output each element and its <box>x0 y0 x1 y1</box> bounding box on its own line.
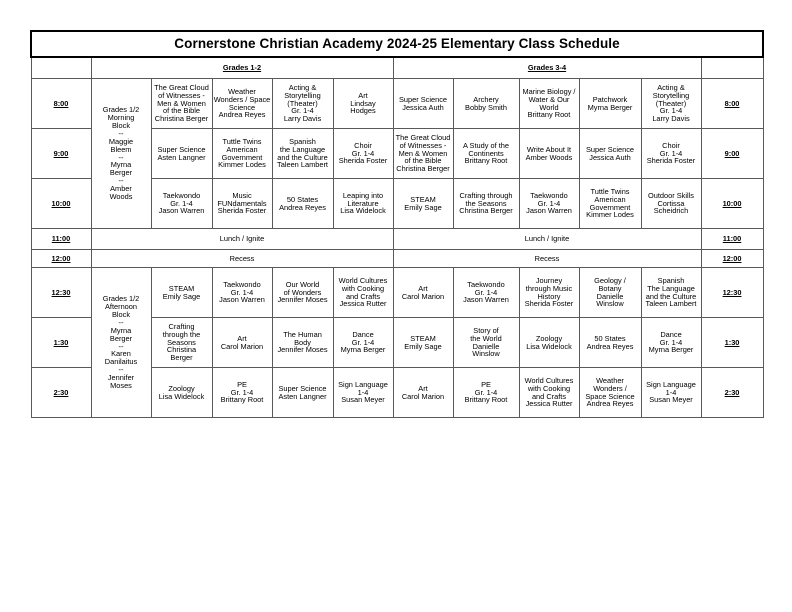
class-cell: Tuttle Twins American Government Kimmer Lodes <box>579 179 641 229</box>
time-label-0230-left: 2:30 <box>31 368 91 418</box>
class-cell: Spanish the Language and the Culture Taleen Lambert <box>272 129 333 179</box>
class-cell: World Cultures with Cooking and Crafts Jessica Rutter <box>333 268 393 318</box>
class-cell: Acting & Storytelling (Theater) Gr. 1-4 Larry Davis <box>641 79 701 129</box>
class-cell: The Great Cloud of Witnesses - Men & Women of the Bible Christina Berger <box>393 129 453 179</box>
class-cell: Zoology Lisa Widelock <box>151 368 212 418</box>
class-cell: Dance Gr. 1-4 Myrna Berger <box>641 318 701 368</box>
class-cell: World Cultures with Cooking and Crafts Jessica Rutter <box>519 368 579 418</box>
class-cell: Super Science Jessica Auth <box>393 79 453 129</box>
time-label-1230-right: 12:30 <box>701 268 763 318</box>
time-label-0800-right: 8:00 <box>701 79 763 129</box>
table-title-row <box>31 31 763 57</box>
class-cell: STEAM Emily Sage <box>393 179 453 229</box>
class-cell: Weather Wonders / Space Science Andrea Reyes <box>579 368 641 418</box>
class-cell: Taekwondo Gr. 1-4 Jason Warren <box>519 179 579 229</box>
class-cell: Tuttle Twins American Government Kimmer Lodes <box>212 129 272 179</box>
class-cell: Choir Gr. 1-4 Sherida Foster <box>333 129 393 179</box>
grade-header-row <box>31 57 763 79</box>
time-label-0230-right: 2:30 <box>701 368 763 418</box>
class-schedule-table <box>30 30 764 418</box>
recess-cell-grades-1-2: Recess <box>91 250 393 268</box>
class-cell: Patchwork Myrna Berger <box>579 79 641 129</box>
class-cell: 50 States Andrea Reyes <box>272 179 333 229</box>
time-label-0130-left: 1:30 <box>31 318 91 368</box>
class-cell: Art Carol Marion <box>393 268 453 318</box>
schedule-row-1100 <box>31 229 763 250</box>
time-label-1100-right: 11:00 <box>701 229 763 250</box>
class-cell: 50 States Andrea Reyes <box>579 318 641 368</box>
class-cell: Sign Language 1-4 Susan Meyer <box>641 368 701 418</box>
class-cell: Archery Bobby Smith <box>453 79 519 129</box>
time-label-0130-right: 1:30 <box>701 318 763 368</box>
time-label-1200-left: 12:00 <box>31 250 91 268</box>
class-cell: Marine Biology / Water & Our World Brittany Root <box>519 79 579 129</box>
time-label-1200-right: 12:00 <box>701 250 763 268</box>
class-cell: Art Carol Marion <box>212 318 272 368</box>
afternoon-block-lines: Grades 1/2 Afternoon Block -- Myrna Berger -- Karen Danilaitus -- Jennifer Moses <box>102 293 140 391</box>
lunch-cell-grades-3-4: Lunch / Ignite <box>393 229 701 250</box>
class-cell: Journey through Music History Sherida Foster <box>519 268 579 318</box>
time-label-1230-left: 12:30 <box>31 268 91 318</box>
schedule-row-0800 <box>31 79 763 129</box>
class-cell: Outdoor Skills Cortissa Scheidrich <box>641 179 701 229</box>
morning-block-cell <box>91 79 151 229</box>
class-cell: PE Gr. 1-4 Brittany Root <box>453 368 519 418</box>
corner-cell-right <box>701 57 763 79</box>
class-cell: Sign Language 1-4 Susan Meyer <box>333 368 393 418</box>
class-cell: Art Carol Marion <box>393 368 453 418</box>
class-cell: Crafting through the Seasons Christina Berger <box>453 179 519 229</box>
class-cell: Music FUNdamentals Sherida Foster <box>212 179 272 229</box>
class-cell: Acting & Storytelling (Theater) Gr. 1-4 Larry Davis <box>272 79 333 129</box>
grades-1-2-header: Grades 1-2 <box>91 57 393 79</box>
recess-cell-grades-3-4: Recess <box>393 250 701 268</box>
class-cell: Choir Gr. 1-4 Sherida Foster <box>641 129 701 179</box>
class-cell: Art Lindsay Hodges <box>333 79 393 129</box>
class-cell: STEAM Emily Sage <box>151 268 212 318</box>
time-label-0800-left: 8:00 <box>31 79 91 129</box>
class-cell: Taekwondo Gr. 1-4 Jason Warren <box>151 179 212 229</box>
schedule-row-1200 <box>31 250 763 268</box>
class-cell: Super Science Asten Langner <box>272 368 333 418</box>
time-label-0900-right: 9:00 <box>701 129 763 179</box>
afternoon-block-cell <box>91 268 151 418</box>
class-cell: A Study of the Continents Brittany Root <box>453 129 519 179</box>
class-cell: Taekwondo Gr. 1-4 Jason Warren <box>212 268 272 318</box>
morning-block-lines: Grades 1/2 Morning Block -- Maggie Bleem -- Myrna Berger -- Amber Woods <box>102 104 140 202</box>
time-label-0900-left: 9:00 <box>31 129 91 179</box>
class-cell: Super Science Jessica Auth <box>579 129 641 179</box>
time-label-1000-left: 10:00 <box>31 179 91 229</box>
schedule-table-container <box>30 30 762 418</box>
page-title: Cornerstone Christian Academy 2024-25 Elementary Class Schedule <box>31 31 763 57</box>
class-cell: Dance Gr. 1-4 Myrna Berger <box>333 318 393 368</box>
class-cell: PE Gr. 1-4 Brittany Root <box>212 368 272 418</box>
class-cell: Weather Wonders / Space Science Andrea Reyes <box>212 79 272 129</box>
class-cell: Write About It Amber Woods <box>519 129 579 179</box>
class-cell: Leaping into Literature Lisa Widelock <box>333 179 393 229</box>
class-cell: STEAM Emily Sage <box>393 318 453 368</box>
lunch-cell-grades-1-2: Lunch / Ignite <box>91 229 393 250</box>
time-label-1100-left: 11:00 <box>31 229 91 250</box>
class-cell: Our World of Wonders Jennifer Moses <box>272 268 333 318</box>
grades-3-4-header: Grades 3-4 <box>393 57 701 79</box>
class-cell: Taekwondo Gr. 1-4 Jason Warren <box>453 268 519 318</box>
time-label-1000-right: 10:00 <box>701 179 763 229</box>
class-cell: Geology / Botany Danielle Winslow <box>579 268 641 318</box>
corner-cell-left <box>31 57 91 79</box>
class-cell: The Great Cloud of Witnesses - Men & Women of the Bible Christina Berger <box>151 79 212 129</box>
class-cell: The Human Body Jennifer Moses <box>272 318 333 368</box>
schedule-row-1230 <box>31 268 763 318</box>
class-cell: Crafting through the Seasons Christina Berger <box>151 318 212 368</box>
class-cell: Spanish The Language and the Culture Taleen Lambert <box>641 268 701 318</box>
class-cell: Zoology Lisa Widelock <box>519 318 579 368</box>
class-cell: Story of the World Danielle Winslow <box>453 318 519 368</box>
class-cell: Super Science Asten Langner <box>151 129 212 179</box>
